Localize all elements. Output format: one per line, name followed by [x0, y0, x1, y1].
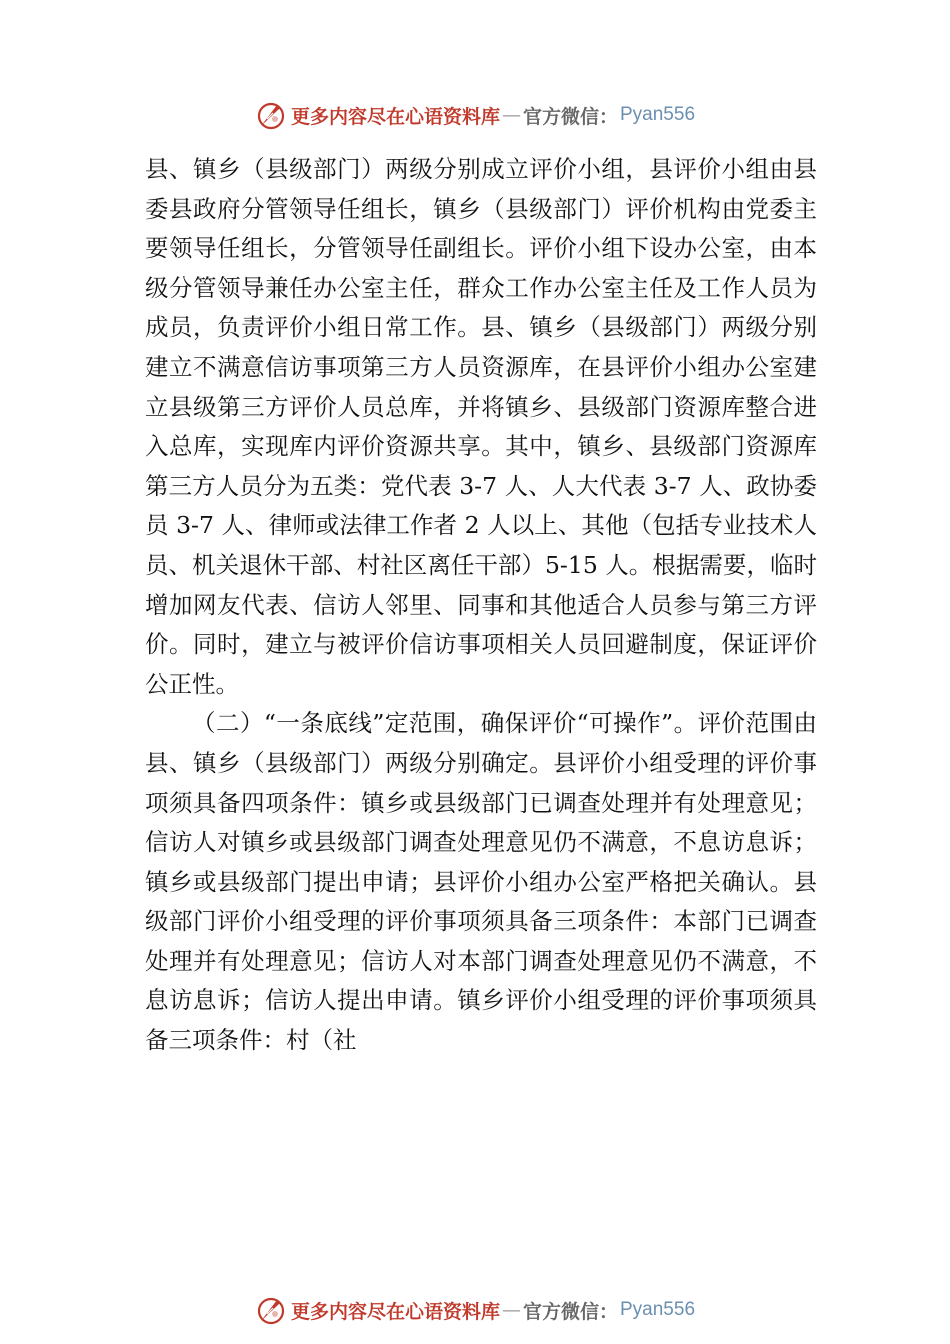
header-banner [0, 95, 950, 135]
footer-wechat-id: Pyan556 [620, 1299, 696, 1320]
document-body [145, 150, 817, 1061]
footer-separator: — [501, 1299, 521, 1321]
header-brand-text: 更多内容尽在心语资料库 [290, 105, 500, 128]
header-separator: — [501, 104, 521, 126]
body-paragraph-2: （二）“一条底线”定范围，确保评价“可操作”。评价范围由县、镇乡（县级部门）两级分别确定。县评价小组受理的评价事项须具备四项条件：镇乡或县级部门已调查处理并有处理意见；信访人对镇乡或县级部门调查处理意见仍不满意，不息访息诉；镇乡或县级部门提出申请；县评价小组办公室严格把关确认。县级部门评价小组受理的评价事项须具备三项条件：本部门已调查处理并有处理意见；信访人对本部门调查处理意见仍不满意，不息访息诉；信访人提出申请。镇乡评价小组受理的评价事项须具备三项条件：村（社 [145, 709, 817, 1055]
footer-banner [0, 1290, 950, 1330]
header-wechat-id: Pyan556 [620, 104, 696, 125]
body-paragraph-1: 县、镇乡（县级部门）两级分别成立评价小组，县评价小组由县委县政府分管领导任组长，镇乡（县级部门）评价机构由党委主要领导任组长，分管领导任副组长。评价小组下设办公室，由本级分管领导兼任办公室主任，群众工作办公室主任及工作人员为成员，负责评价小组日常工作。县、镇乡（县级部门）两级分别建立不满意信访事项第三方人员资源库，在县评价小组办公室建立县级第三方评价人员总库，并将镇乡、县级部门资源库整合进入总库，实现库内评价资源共享。其中，镇乡、县级部门资源库第三方人员分为五类：党代表 3-7 人、人大代表 3-7 人、政协委员 3-7 人、律师或法律工作者 2 人以上、其他（包括专业技术人员、机关退休干部、村社区离任干部）5-15 人。根据需要，临时增加网友代表、信访人邻里、同事和其他适合人员参与第三方评价。同时，建立与被评价信访事项相关人员回避制度，保证评价公正性。 [145, 155, 817, 698]
feather-pen-logo-icon [255, 1294, 287, 1326]
header-wechat-label: 官方微信： [522, 105, 618, 128]
footer-wechat-label: 官方微信： [522, 1300, 618, 1323]
feather-pen-logo-icon [255, 99, 287, 131]
footer-brand-text: 更多内容尽在心语资料库 [290, 1300, 500, 1323]
